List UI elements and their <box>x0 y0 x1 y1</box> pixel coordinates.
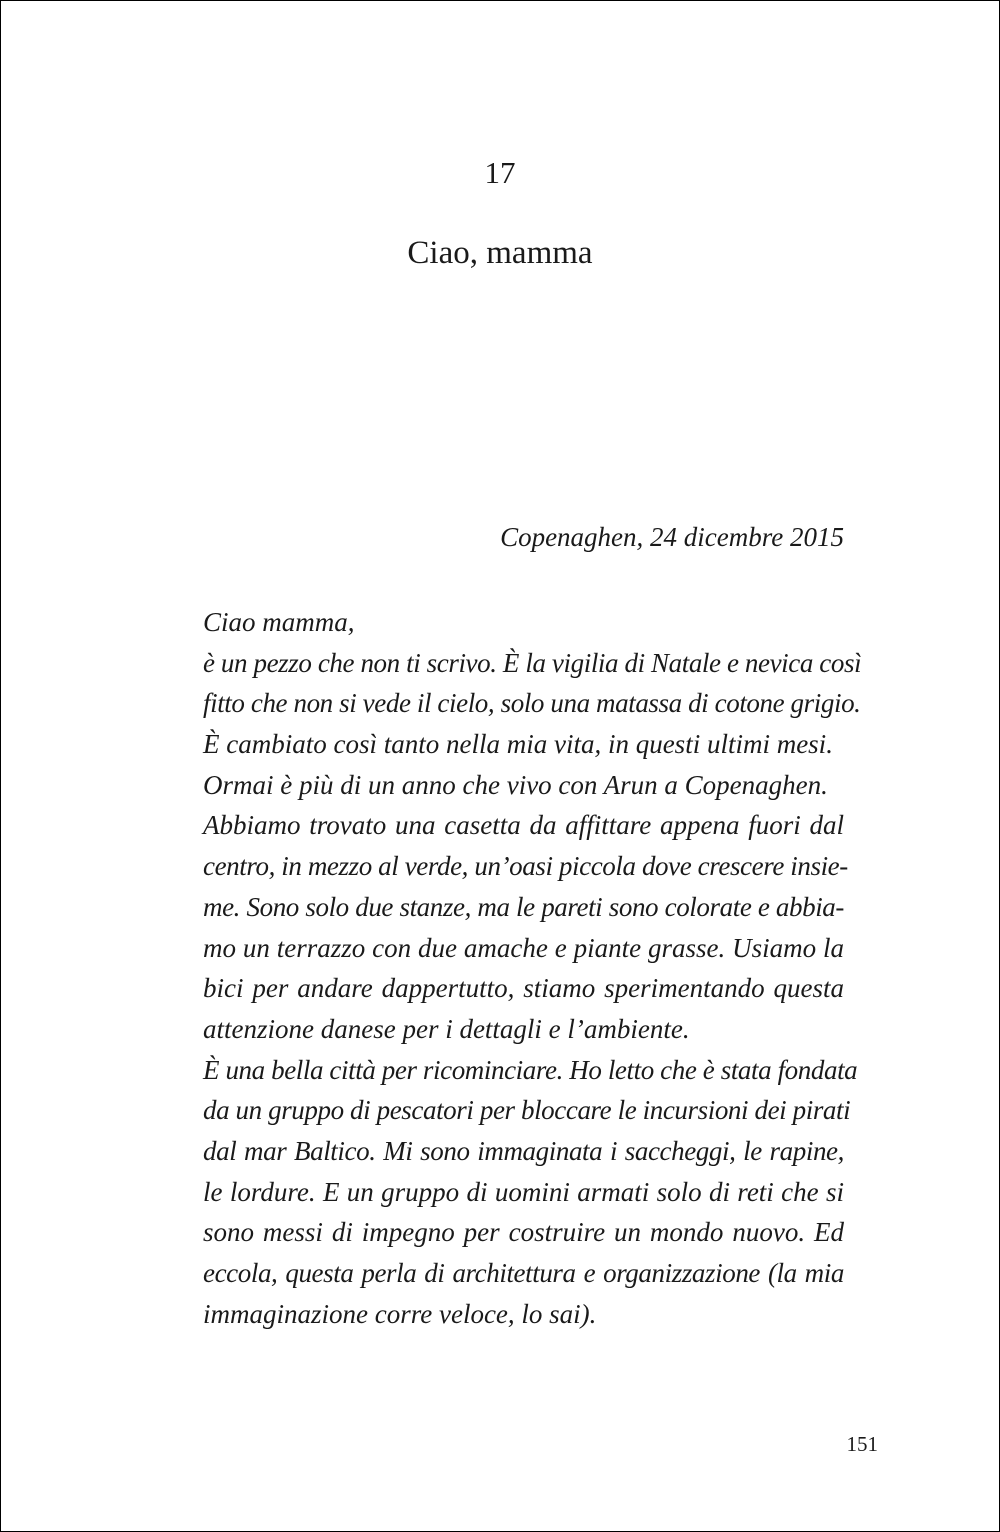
text-line <box>203 724 844 765</box>
text-line-content: mo un terrazzo con due amache e piante grasse. Usiamo la <box>203 932 844 963</box>
chapter-title: Ciao, mamma <box>407 235 593 271</box>
text-line <box>203 643 862 684</box>
text-line <box>203 805 844 846</box>
text-line <box>203 928 844 969</box>
text-line <box>203 846 848 887</box>
text-line <box>203 683 861 724</box>
page-number: 151 <box>846 1432 878 1456</box>
text-line <box>203 1090 851 1131</box>
text-line-content: attenzione danese per i dettagli e l’ambiente. <box>203 1013 690 1044</box>
text-line <box>203 1212 844 1253</box>
text-line <box>203 1294 844 1335</box>
text-line-content: centro, in mezzo al verde, un’oasi piccola dove crescere insie- <box>203 851 848 882</box>
chapter-number: 17 <box>484 155 516 190</box>
text-line-content: immaginazione corre veloce, lo sai). <box>203 1298 597 1329</box>
text-line <box>203 1009 844 1050</box>
text-line-content: è un pezzo che non ti scrivo. È la vigilia di Natale e nevica così <box>203 647 862 678</box>
text-line-content: Ciao mamma, <box>203 607 355 637</box>
text-line-content: fitto che non si vede il cielo, solo una matassa di cotone grigio. <box>203 688 861 719</box>
text-line-content: bici per andare dappertutto, stiamo sperimentando questa <box>203 973 844 1004</box>
text-line <box>203 1131 844 1172</box>
text-line <box>203 765 844 806</box>
text-line <box>203 1253 844 1294</box>
text-line <box>203 1050 858 1091</box>
text-line-content: da un gruppo di pescatori per bloccare le incursioni dei pirati <box>203 1095 851 1126</box>
text-line-content: Ormai è più di un anno che vivo con Arun a Copenaghen. <box>203 769 828 800</box>
dateline: Copenaghen, 24 dicembre 2015 <box>500 522 844 552</box>
text-line-content: eccola, questa perla di architettura e organizzazione (la mia <box>203 1258 844 1288</box>
letter-body <box>203 602 862 1334</box>
text-line <box>203 1172 844 1213</box>
text-line-content: sono messi di impegno per costruire un mondo nuovo. Ed <box>203 1217 844 1248</box>
text-line-content: dal mar Baltico. Mi sono immaginata i saccheggi, le rapine, <box>203 1135 844 1166</box>
text-line-content: le lordure. E un gruppo di uomini armati solo di reti che si <box>203 1176 844 1207</box>
text-line-content: me. Sono solo due stanze, ma le pareti sono colorate e abbia- <box>203 891 844 922</box>
text-line <box>203 968 844 1009</box>
text-line <box>203 602 844 643</box>
text-line-content: È una bella città per ricominciare. Ho letto che è stata fondata <box>203 1054 858 1085</box>
text-line-content: È cambiato così tanto nella mia vita, in questi ultimi mesi. <box>203 729 833 760</box>
text-line-content: Abbiamo trovato una casetta da affittare appena fuori dal <box>203 810 844 841</box>
text-line <box>203 887 844 928</box>
